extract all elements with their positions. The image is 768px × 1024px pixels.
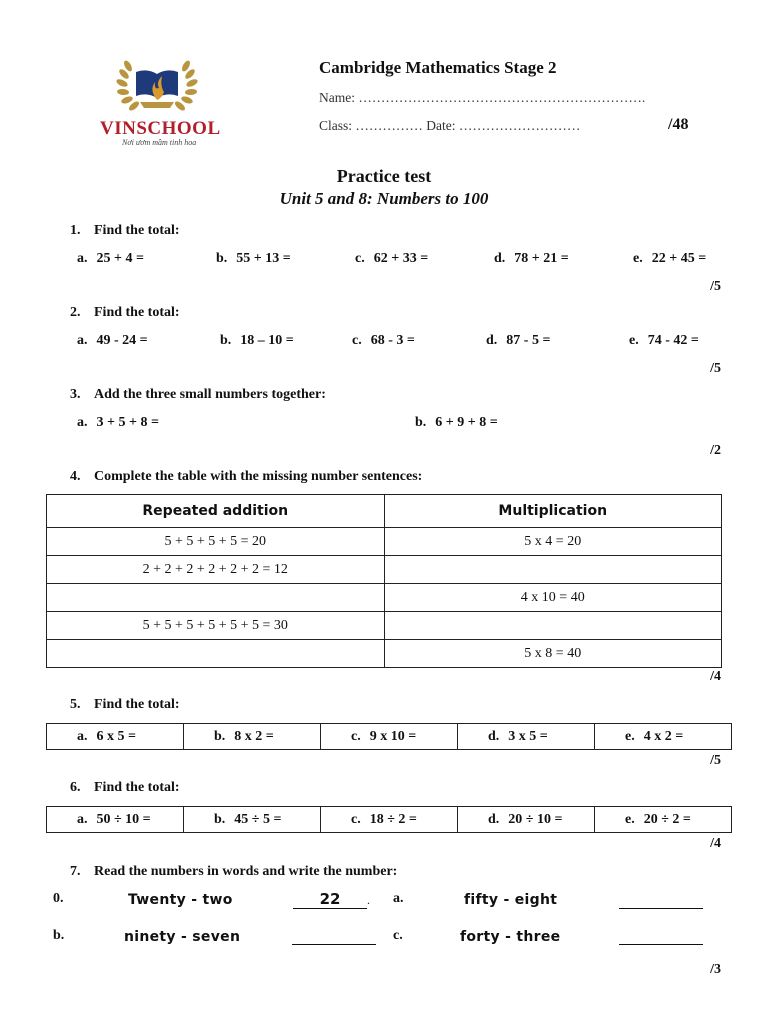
item-letter: b. xyxy=(220,333,232,348)
q7-example-dot: . xyxy=(367,893,370,907)
table-row xyxy=(47,556,722,584)
item-expression: 20 ÷ 10 = xyxy=(508,811,563,827)
item-expression: 6 x 5 = xyxy=(96,728,136,744)
item-expression: 87 - 5 = xyxy=(506,333,551,348)
item-expression: 22 + 45 = xyxy=(651,251,707,266)
item-expression: 55 + 13 = xyxy=(236,251,291,266)
q5-item-c[interactable] xyxy=(321,724,458,750)
question-number: 6. xyxy=(70,780,81,795)
table-cell-blank[interactable] xyxy=(47,640,385,668)
q7-example-answer-field xyxy=(293,890,370,909)
q2-score: /5 xyxy=(710,361,721,376)
q3-item-a[interactable] xyxy=(77,415,159,431)
question-number: 5. xyxy=(70,697,81,712)
table-cell: 5 x 8 = 40 xyxy=(384,640,722,668)
item-letter: e. xyxy=(633,251,643,266)
item-expression: 3 x 5 = xyxy=(508,728,548,744)
q7-item-b-words: ninety - seven xyxy=(124,929,241,945)
q5-item-e[interactable] xyxy=(595,724,732,750)
table-cell: 5 + 5 + 5 + 5 = 20 xyxy=(47,528,385,556)
q2-item-e[interactable] xyxy=(629,333,699,349)
table-row xyxy=(47,640,722,668)
column-header: Repeated addition xyxy=(47,495,385,528)
table-cell-blank[interactable] xyxy=(384,556,722,584)
answer-blank[interactable] xyxy=(619,892,703,909)
q6-item-d[interactable] xyxy=(458,807,595,833)
question-text: Find the total: xyxy=(94,223,180,238)
q1-item-e[interactable] xyxy=(633,251,706,267)
q1-item-d[interactable] xyxy=(494,251,569,267)
class-date-field[interactable]: Class: …………… Date: ……………………… xyxy=(319,118,581,133)
q7-item-a-answer-field[interactable] xyxy=(619,892,703,914)
question-4-prompt xyxy=(70,469,422,485)
q6-score: /4 xyxy=(710,836,721,851)
name-field[interactable]: Name: ………………………………………………………. xyxy=(319,90,646,105)
item-expression: 9 x 10 = xyxy=(369,728,417,744)
q7-item-b-answer-field[interactable] xyxy=(292,928,376,950)
item-expression: 25 + 4 = xyxy=(96,251,144,266)
q7-item-a-words: fifty - eight xyxy=(464,892,558,908)
item-expression: 18 – 10 = xyxy=(240,333,294,348)
q7-example-words: Twenty - two xyxy=(128,892,233,908)
test-title: Practice test xyxy=(336,166,432,186)
column-header: Multiplication xyxy=(384,495,722,528)
q1-score: /5 xyxy=(710,279,721,294)
item-expression: 78 + 21 = xyxy=(514,251,569,266)
table-row xyxy=(47,528,722,556)
q7-item-a-letter: a. xyxy=(393,891,404,906)
q3-item-b[interactable] xyxy=(415,415,498,431)
table-row xyxy=(47,724,732,750)
question-7-prompt xyxy=(70,864,397,880)
question-number: 7. xyxy=(70,864,81,879)
logo-wordmark: VINSCHOOL xyxy=(100,118,221,139)
item-expression: 49 - 24 = xyxy=(96,333,148,348)
item-letter: e. xyxy=(629,333,639,348)
item-expression: 6 + 9 + 8 = xyxy=(435,415,498,430)
q5-item-b[interactable] xyxy=(184,724,321,750)
table-cell: 5 x 4 = 20 xyxy=(384,528,722,556)
question-text: Read the numbers in words and write the number: xyxy=(94,864,398,879)
item-letter: b. xyxy=(214,728,226,744)
table-header-row xyxy=(47,495,722,528)
test-subtitle: Unit 5 and 8: Numbers to 100 xyxy=(279,189,489,208)
q1-item-a[interactable] xyxy=(77,251,144,267)
question-2-prompt xyxy=(70,305,180,321)
item-letter: d. xyxy=(486,333,498,348)
table-row xyxy=(47,612,722,640)
question-text: Find the total: xyxy=(94,305,180,320)
item-letter: c. xyxy=(351,811,361,827)
q2-item-a[interactable] xyxy=(77,333,148,349)
answer-blank[interactable] xyxy=(619,928,703,945)
item-letter: d. xyxy=(488,811,500,827)
question-number: 2. xyxy=(70,305,81,320)
q3-score: /2 xyxy=(710,443,721,458)
question-number: 3. xyxy=(70,387,81,402)
question-1-prompt xyxy=(70,223,180,239)
item-letter: b. xyxy=(415,415,427,430)
q5-item-d[interactable] xyxy=(458,724,595,750)
answer-blank[interactable] xyxy=(292,928,376,945)
table-cell: 2 + 2 + 2 + 2 + 2 + 2 = 12 xyxy=(47,556,385,584)
q6-item-e[interactable] xyxy=(595,807,732,833)
table-row xyxy=(47,807,732,833)
item-expression: 18 ÷ 2 = xyxy=(369,811,417,827)
q7-item-c-letter: c. xyxy=(393,928,403,943)
item-letter: c. xyxy=(355,251,365,266)
q6-item-a[interactable] xyxy=(47,807,184,833)
q7-item-c-answer-field[interactable] xyxy=(619,928,703,950)
course-title: Cambridge Mathematics Stage 2 xyxy=(319,58,557,77)
q7-item-b-letter: b. xyxy=(53,928,65,943)
item-expression: 3 + 5 + 8 = xyxy=(96,415,159,430)
q1-item-b[interactable] xyxy=(216,251,291,267)
item-letter: d. xyxy=(488,728,500,744)
question-text: Find the total: xyxy=(94,780,180,795)
q7-item-c-words: forty - three xyxy=(460,929,561,945)
item-letter: a. xyxy=(77,251,88,266)
q2-item-c[interactable] xyxy=(352,333,415,349)
item-expression: 45 ÷ 5 = xyxy=(234,811,282,827)
question-number: 4. xyxy=(70,469,81,484)
item-expression: 62 + 33 = xyxy=(373,251,429,266)
table-cell-blank[interactable] xyxy=(384,612,722,640)
item-letter: a. xyxy=(77,415,88,430)
school-logo xyxy=(92,52,222,152)
item-letter: d. xyxy=(494,251,506,266)
q6-answer-table xyxy=(46,806,732,833)
q1-item-c[interactable] xyxy=(355,251,428,267)
q7-example-answer: 22 xyxy=(293,890,367,909)
question-text: Add the three small numbers together: xyxy=(94,387,326,402)
item-expression: 8 x 2 = xyxy=(234,728,274,744)
table-cell: 4 x 10 = 40 xyxy=(384,584,722,612)
q7-example-letter: 0. xyxy=(53,891,64,906)
question-text: Find the total: xyxy=(94,697,180,712)
item-letter: b. xyxy=(214,811,226,827)
table-cell-blank[interactable] xyxy=(47,584,385,612)
item-letter: a. xyxy=(77,333,88,348)
q6-item-b[interactable] xyxy=(184,807,321,833)
item-letter: c. xyxy=(351,728,361,744)
item-letter: a. xyxy=(77,728,88,744)
item-letter: b. xyxy=(216,251,228,266)
question-5-prompt xyxy=(70,697,180,713)
item-letter: c. xyxy=(352,333,362,348)
table-cell: 5 + 5 + 5 + 5 + 5 + 5 = 30 xyxy=(47,612,385,640)
item-expression: 4 x 2 = xyxy=(643,728,684,744)
q2-item-d[interactable] xyxy=(486,333,550,349)
q6-item-c[interactable] xyxy=(321,807,458,833)
q7-score: /3 xyxy=(710,962,721,977)
number-sentence-table xyxy=(46,494,722,668)
q5-score: /5 xyxy=(710,753,721,768)
item-expression: 50 ÷ 10 = xyxy=(96,811,151,827)
table-row xyxy=(47,584,722,612)
logo-tagline: Nơi ươm mầm tinh hoa xyxy=(122,138,197,147)
question-3-prompt xyxy=(70,387,326,403)
total-score: /48 xyxy=(668,116,689,133)
q2-item-b[interactable] xyxy=(220,333,294,349)
item-expression: 20 ÷ 2 = xyxy=(643,811,691,827)
laurel-book-emblem-icon xyxy=(92,52,222,118)
q4-score: /4 xyxy=(710,669,721,684)
item-letter: a. xyxy=(77,811,88,827)
question-number: 1. xyxy=(70,223,81,238)
q5-item-a[interactable] xyxy=(47,724,184,750)
q5-answer-table xyxy=(46,723,732,750)
item-expression: 68 - 3 = xyxy=(370,333,415,348)
item-letter: e. xyxy=(625,811,635,827)
item-letter: e. xyxy=(625,728,635,744)
item-expression: 74 - 42 = xyxy=(647,333,699,348)
question-text: Complete the table with the missing number sentences: xyxy=(94,469,423,484)
question-6-prompt xyxy=(70,780,180,796)
